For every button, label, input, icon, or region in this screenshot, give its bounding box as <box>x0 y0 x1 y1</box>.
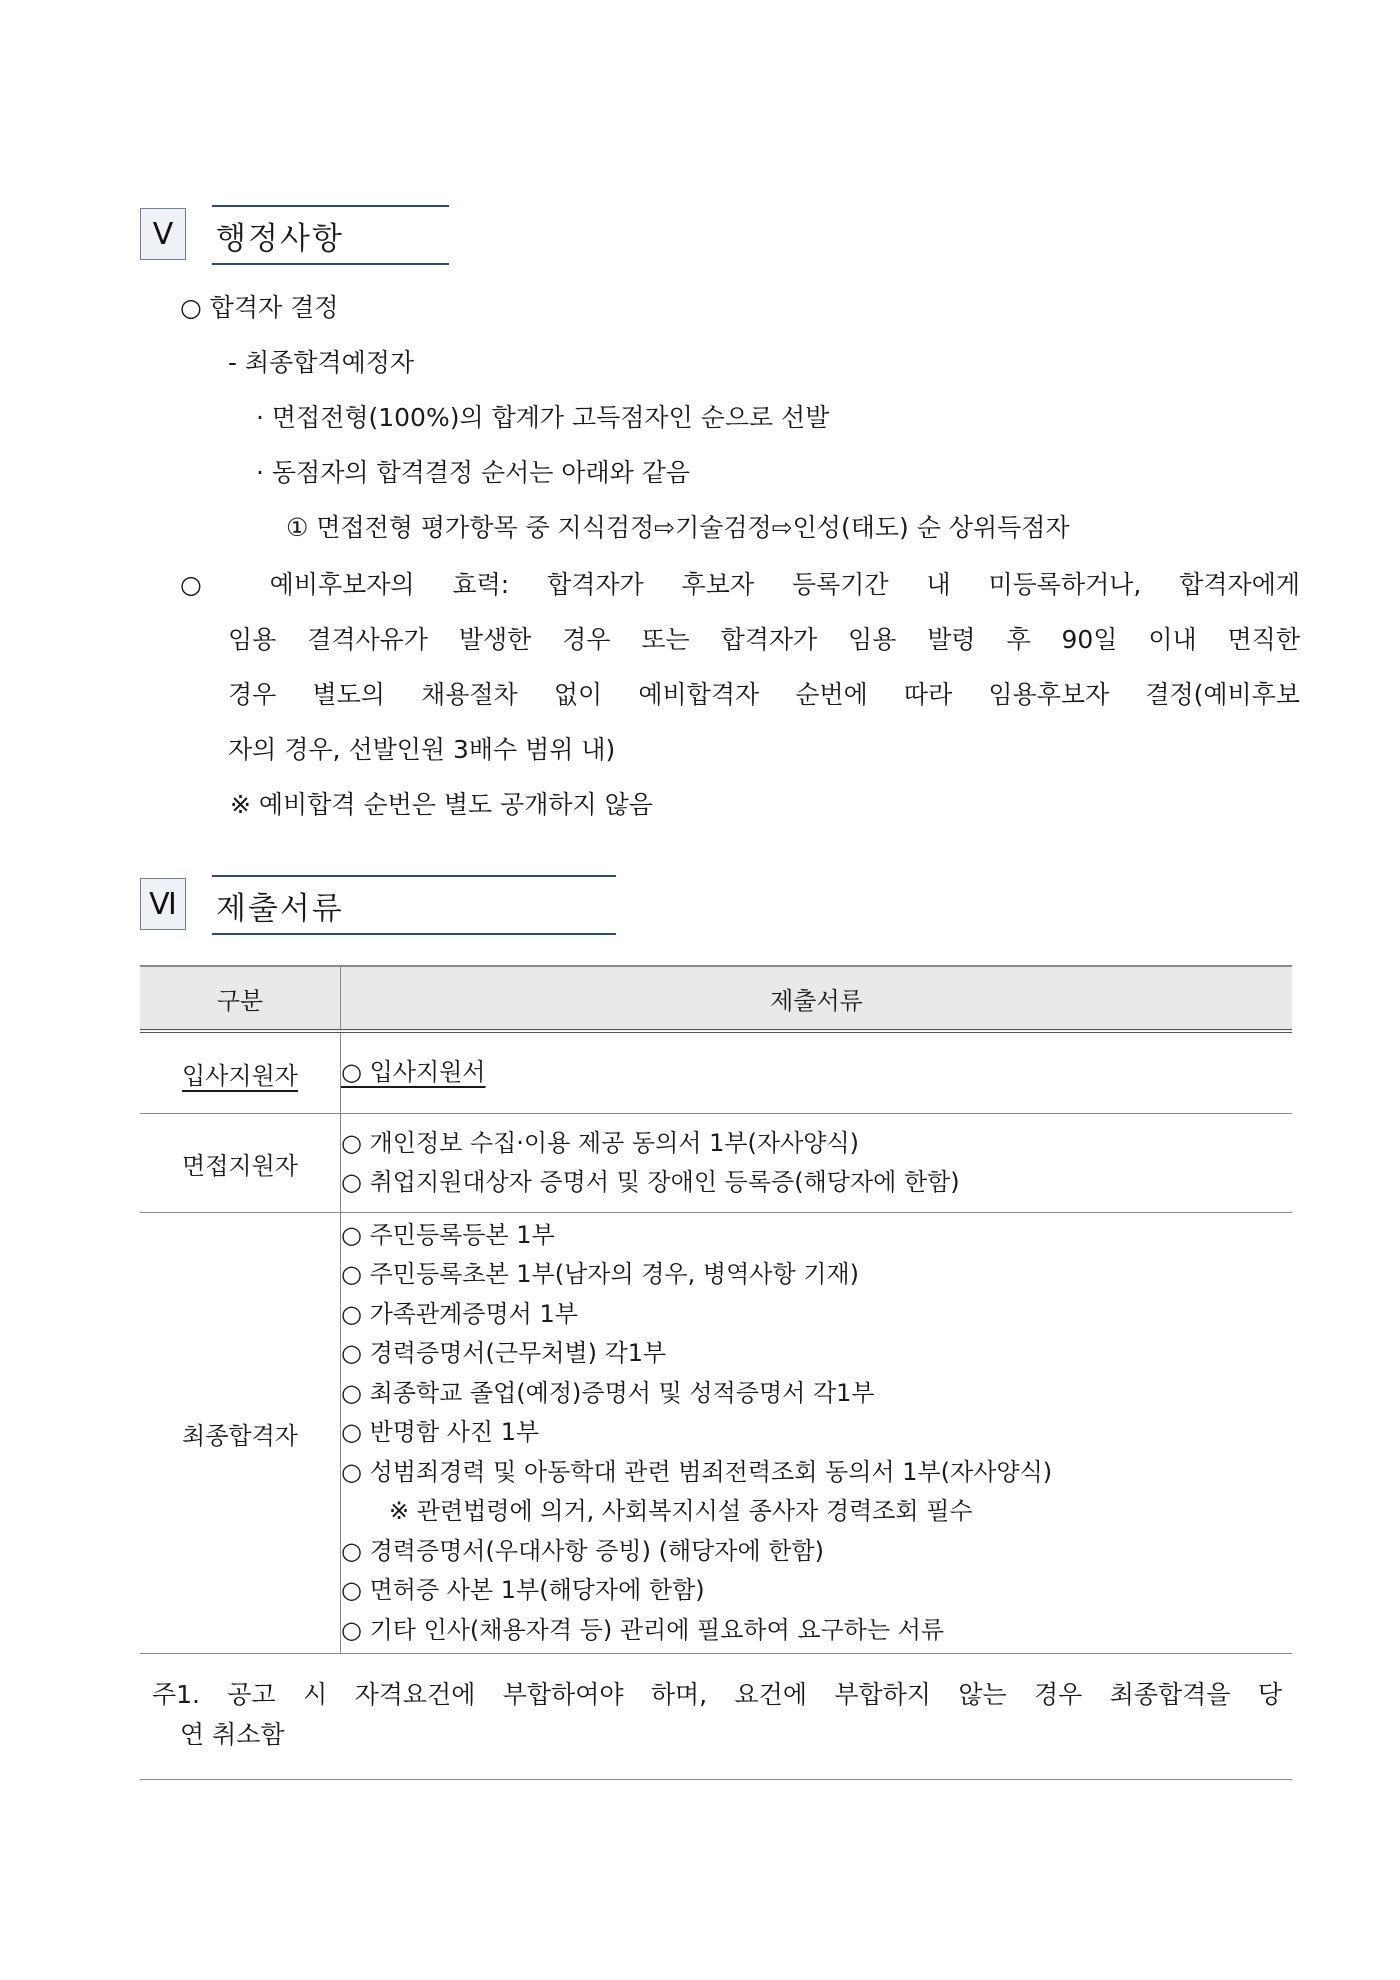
sub-final-candidates: - 최종합격예정자 <box>228 348 415 377</box>
reserve-candidate-paragraph <box>180 557 1300 777</box>
footnote-text <box>152 1675 1282 1755</box>
category-cell <box>140 1031 341 1114</box>
document-note: ※ 관련법령에 의거, 사회복지시설 종사자 경력조회 필수 <box>389 1497 973 1526</box>
dot-tie-order: · 동점자의 합격결정 순서는 아래와 같음 <box>256 458 691 487</box>
table-row <box>140 1031 1292 1114</box>
reserve-remark: ※ 예비합격 순번은 별도 공개하지 않음 <box>230 790 653 819</box>
table-header-row <box>140 966 1292 1031</box>
document-item: ○ 경력증명서(우대사항 증빙) (해당자에 한함) <box>341 1536 825 1565</box>
table-row <box>140 1213 1292 1654</box>
document-item: ○ 주민등록등본 1부 <box>341 1220 555 1249</box>
category-cell: 최종합격자 <box>140 1213 341 1654</box>
section-5-title: 행정사항 <box>212 205 449 265</box>
reserve-line-2: 임용 결격사유가 발생한 경우 또는 합격자가 임용 발령 후 90일 이내 면직한 <box>228 625 1300 654</box>
bullet-pass-decision: ○ 합격자 결정 <box>180 293 339 322</box>
document-item: ○ 경력증명서(근무처별) 각1부 <box>341 1339 667 1368</box>
reserve-line-3: 경우 별도의 채용절차 없이 예비합격자 순번에 따라 임용후보자 결정(예비후보 <box>228 680 1300 709</box>
category-label: 입사지원자 <box>182 1061 298 1090</box>
document-item: ○ 취업지원대상자 증명서 및 장애인 등록증(해당자에 한함) <box>341 1168 960 1196</box>
documents-table <box>140 965 1292 1654</box>
reserve-line-1: ○ 예비후보자의 효력: 합격자가 후보자 등록기간 내 미등록하거나, 합격자에게 <box>180 570 1300 599</box>
footnote-line-2: 연 취소함 <box>180 1720 285 1749</box>
document-item: ○ 면허증 사본 1부(해당자에 한함) <box>341 1576 705 1605</box>
documents-cell <box>341 1031 1293 1114</box>
category-cell: 면접지원자 <box>140 1114 341 1213</box>
document-item: ○ 주민등록초본 1부(남자의 경우, 병역사항 기재) <box>341 1260 860 1289</box>
order-item-1: ① 면접전형 평가항목 중 지식검정⇨기술검정⇨인성(태도) 순 상위득점자 <box>286 513 1070 542</box>
footnote-box <box>140 1655 1292 1780</box>
section-5-number: Ⅴ <box>140 208 186 260</box>
document-item: ○ 기타 인사(채용자격 등) 관리에 필요하여 요구하는 서류 <box>341 1615 945 1644</box>
document-item: ○ 성범죄경력 및 아동학대 관련 범죄전력조회 동의서 1부(자사양식) <box>341 1457 1053 1486</box>
dot-interview-selection: · 면접전형(100%)의 합계가 고득점자인 순으로 선발 <box>256 403 830 432</box>
document-item: ○ 반명함 사진 1부 <box>341 1418 540 1447</box>
document-item: ○ 개인정보 수집·이용 제공 동의서 1부(자사양식) <box>341 1128 860 1157</box>
document-item: ○ 입사지원서 <box>341 1058 486 1087</box>
reserve-line-4: 자의 경우, 선발인원 3배수 범위 내) <box>228 735 616 764</box>
document-item: ○ 최종학교 졸업(예정)증명서 및 성적증명서 각1부 <box>341 1378 875 1407</box>
table-row <box>140 1114 1292 1213</box>
footnote-line-1: 주1. 공고 시 자격요건에 부합하여야 하며, 요건에 부합하지 않는 경우 최종합격을 당 <box>152 1680 1282 1709</box>
header-category: 구분 <box>140 966 341 1031</box>
section-6-header <box>140 875 540 933</box>
section-6-number: Ⅵ <box>140 878 186 930</box>
documents-cell <box>341 1213 1293 1654</box>
section-6-title: 제출서류 <box>212 875 616 935</box>
section-5-header <box>140 205 540 263</box>
header-documents: 제출서류 <box>341 966 1293 1031</box>
document-item: ○ 가족관계증명서 1부 <box>341 1299 578 1328</box>
documents-cell <box>341 1114 1293 1213</box>
